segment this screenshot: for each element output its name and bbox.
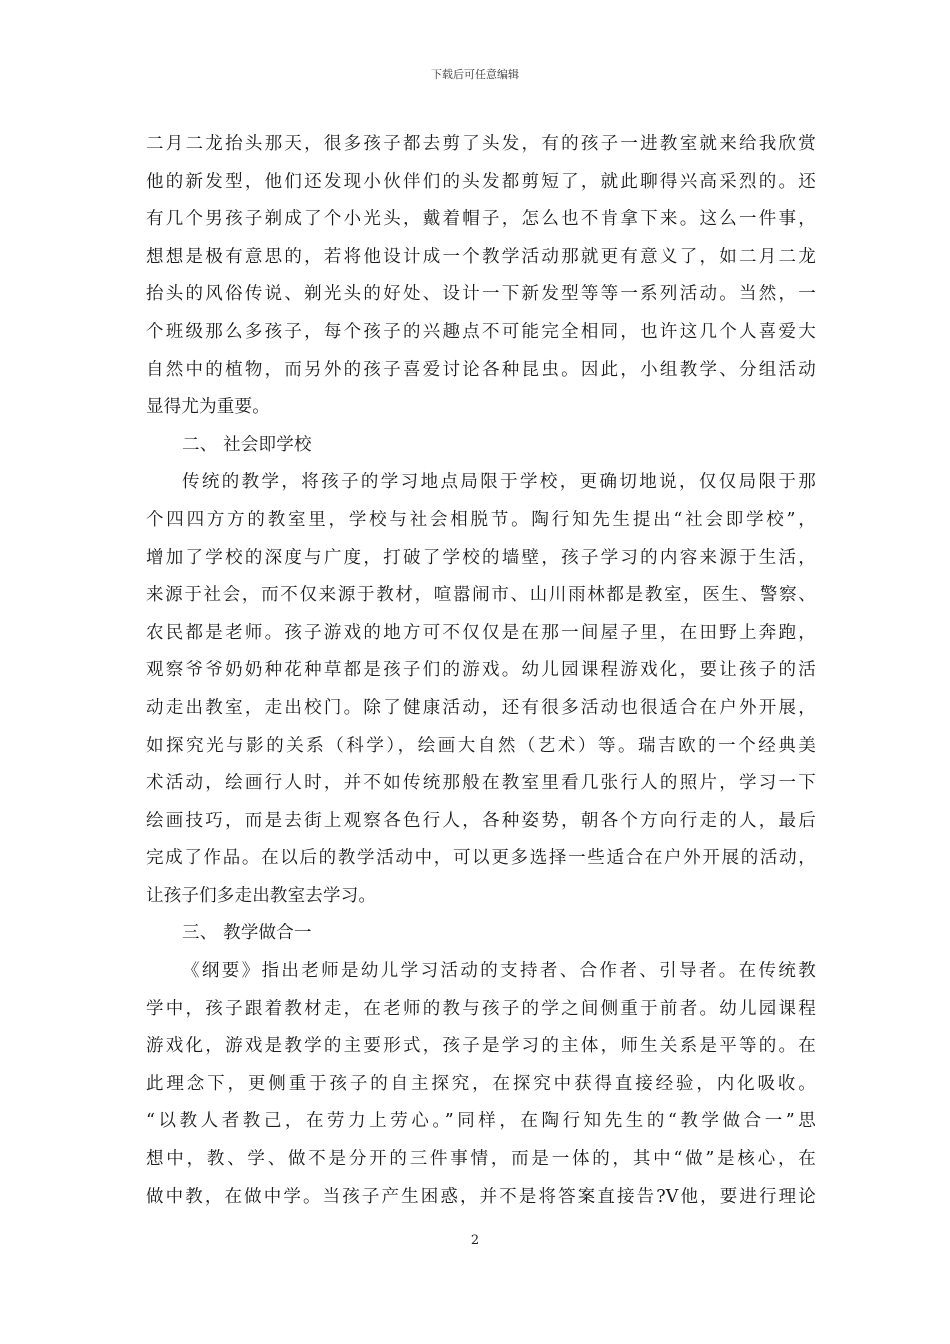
- text-line: 想想是极有意思的，若将他设计成一个教学活动那就更有意义了，如二月二龙: [146, 246, 816, 267]
- text-line: 个四四方方的教室里，学校与社会相脱节。陶行知先生提出“社会即学校”，: [146, 509, 816, 530]
- text-line: 农民都是老师。孩子游戏的地方可不仅仅是在那一间屋子里，在田野上奔跑，: [146, 622, 816, 643]
- text-line: 做中教，在做中学。当孩子产生困惑，并不是将答案直接告?V他，要进行理论: [146, 1186, 816, 1207]
- text-line: 二月二龙抬头那天，很多孩子都去剪了头发，有的孩子一进教室就来给我欣赏: [146, 134, 816, 154]
- text-line: 完成了作品。在以后的教学活动中，可以更多选择一些适合在户外开展的活动，: [146, 848, 816, 869]
- text-line: 自然中的植物，而另外的孩子喜爱讨论各种昆虫。因此，小组教学、分组活动: [146, 359, 816, 380]
- text-line: 游戏化，游戏是教学的主要形式，孩子是学习的主体，师生关系是平等的。在: [146, 1036, 816, 1057]
- text-line: 显得尤为重要。: [146, 397, 270, 418]
- text-line: 抬头的风俗传说、剃光头的好处、设计一下新发型等等一系列活动。当然，一: [146, 284, 816, 305]
- text-line: 动走出教室，走出校门。除了健康活动，还有很多活动也很适合在户外开展，: [146, 697, 816, 718]
- text-line: 他的新发型，他们还发现小伙伴们的头发都剪短了，就此聊得兴高采烈的。还: [146, 171, 816, 192]
- text-line: 术活动，绘画行人时，并不如传统那般在教室里看几张行人的照片，学习一下: [146, 773, 816, 794]
- page-number: 2: [470, 1233, 480, 1248]
- section-heading: 三、 教学做合一: [182, 923, 312, 944]
- text-line: “以教人者教己，在劳力上劳心。”同样，在陶行知先生的“教学做合一”思: [146, 1111, 816, 1132]
- text-line: 个班级那么多孩子，每个孩子的兴趣点不可能完全相同，也许这几个人喜爱大: [146, 321, 816, 342]
- text-line: 传统的教学，将孩子的学习地点局限于学校，更确切地说，仅仅局限于那: [182, 472, 816, 493]
- text-line: 让孩子们多走出教室去学习。: [146, 885, 377, 906]
- text-line: 绘画技巧，而是去街上观察各色行人，各种姿势，朝各个方向行走的人，最后: [146, 810, 816, 831]
- section-heading: 二、 社会即学校: [182, 434, 312, 455]
- text-line: 增加了学校的深度与广度，打破了学校的墙壁，孩子学习的内容来源于生活，: [146, 547, 816, 568]
- text-line: 有几个男孩子剃成了个小光头，戴着帽子，怎么也不肯拿下来。这么一件事，: [146, 209, 816, 230]
- page-header: 下载后可任意编辑: [431, 68, 519, 81]
- text-line: 《纲要》指出老师是幼儿学习活动的支持者、合作者、引导者。在传统教: [182, 961, 816, 982]
- text-line: 此理念下，更侧重于孩子的自主探究，在探究中获得直接经验，内化吸收。: [146, 1073, 816, 1094]
- document-body: [146, 126, 816, 1216]
- text-line: 如探究光与影的关系（科学），绘画大自然（艺术）等。瑞吉欧的一个经典美: [146, 735, 816, 756]
- text-line: 想中，教、学、做不是分开的三件事情，而是一体的，其中“做”是核心，在: [146, 1149, 816, 1170]
- text-line: 来源于社会，而不仅来源于教材，喧嚣闹市、山川雨林都是教室，医生、警察、: [146, 585, 816, 606]
- text-line: 观察爷爷奶奶种花种草都是孩子们的游戏。幼儿园课程游戏化，要让孩子的活: [146, 660, 816, 681]
- text-line: 学中，孩子跟着教材走，在老师的教与孩子的学之间侧重于前者。幼儿园课程: [146, 998, 816, 1019]
